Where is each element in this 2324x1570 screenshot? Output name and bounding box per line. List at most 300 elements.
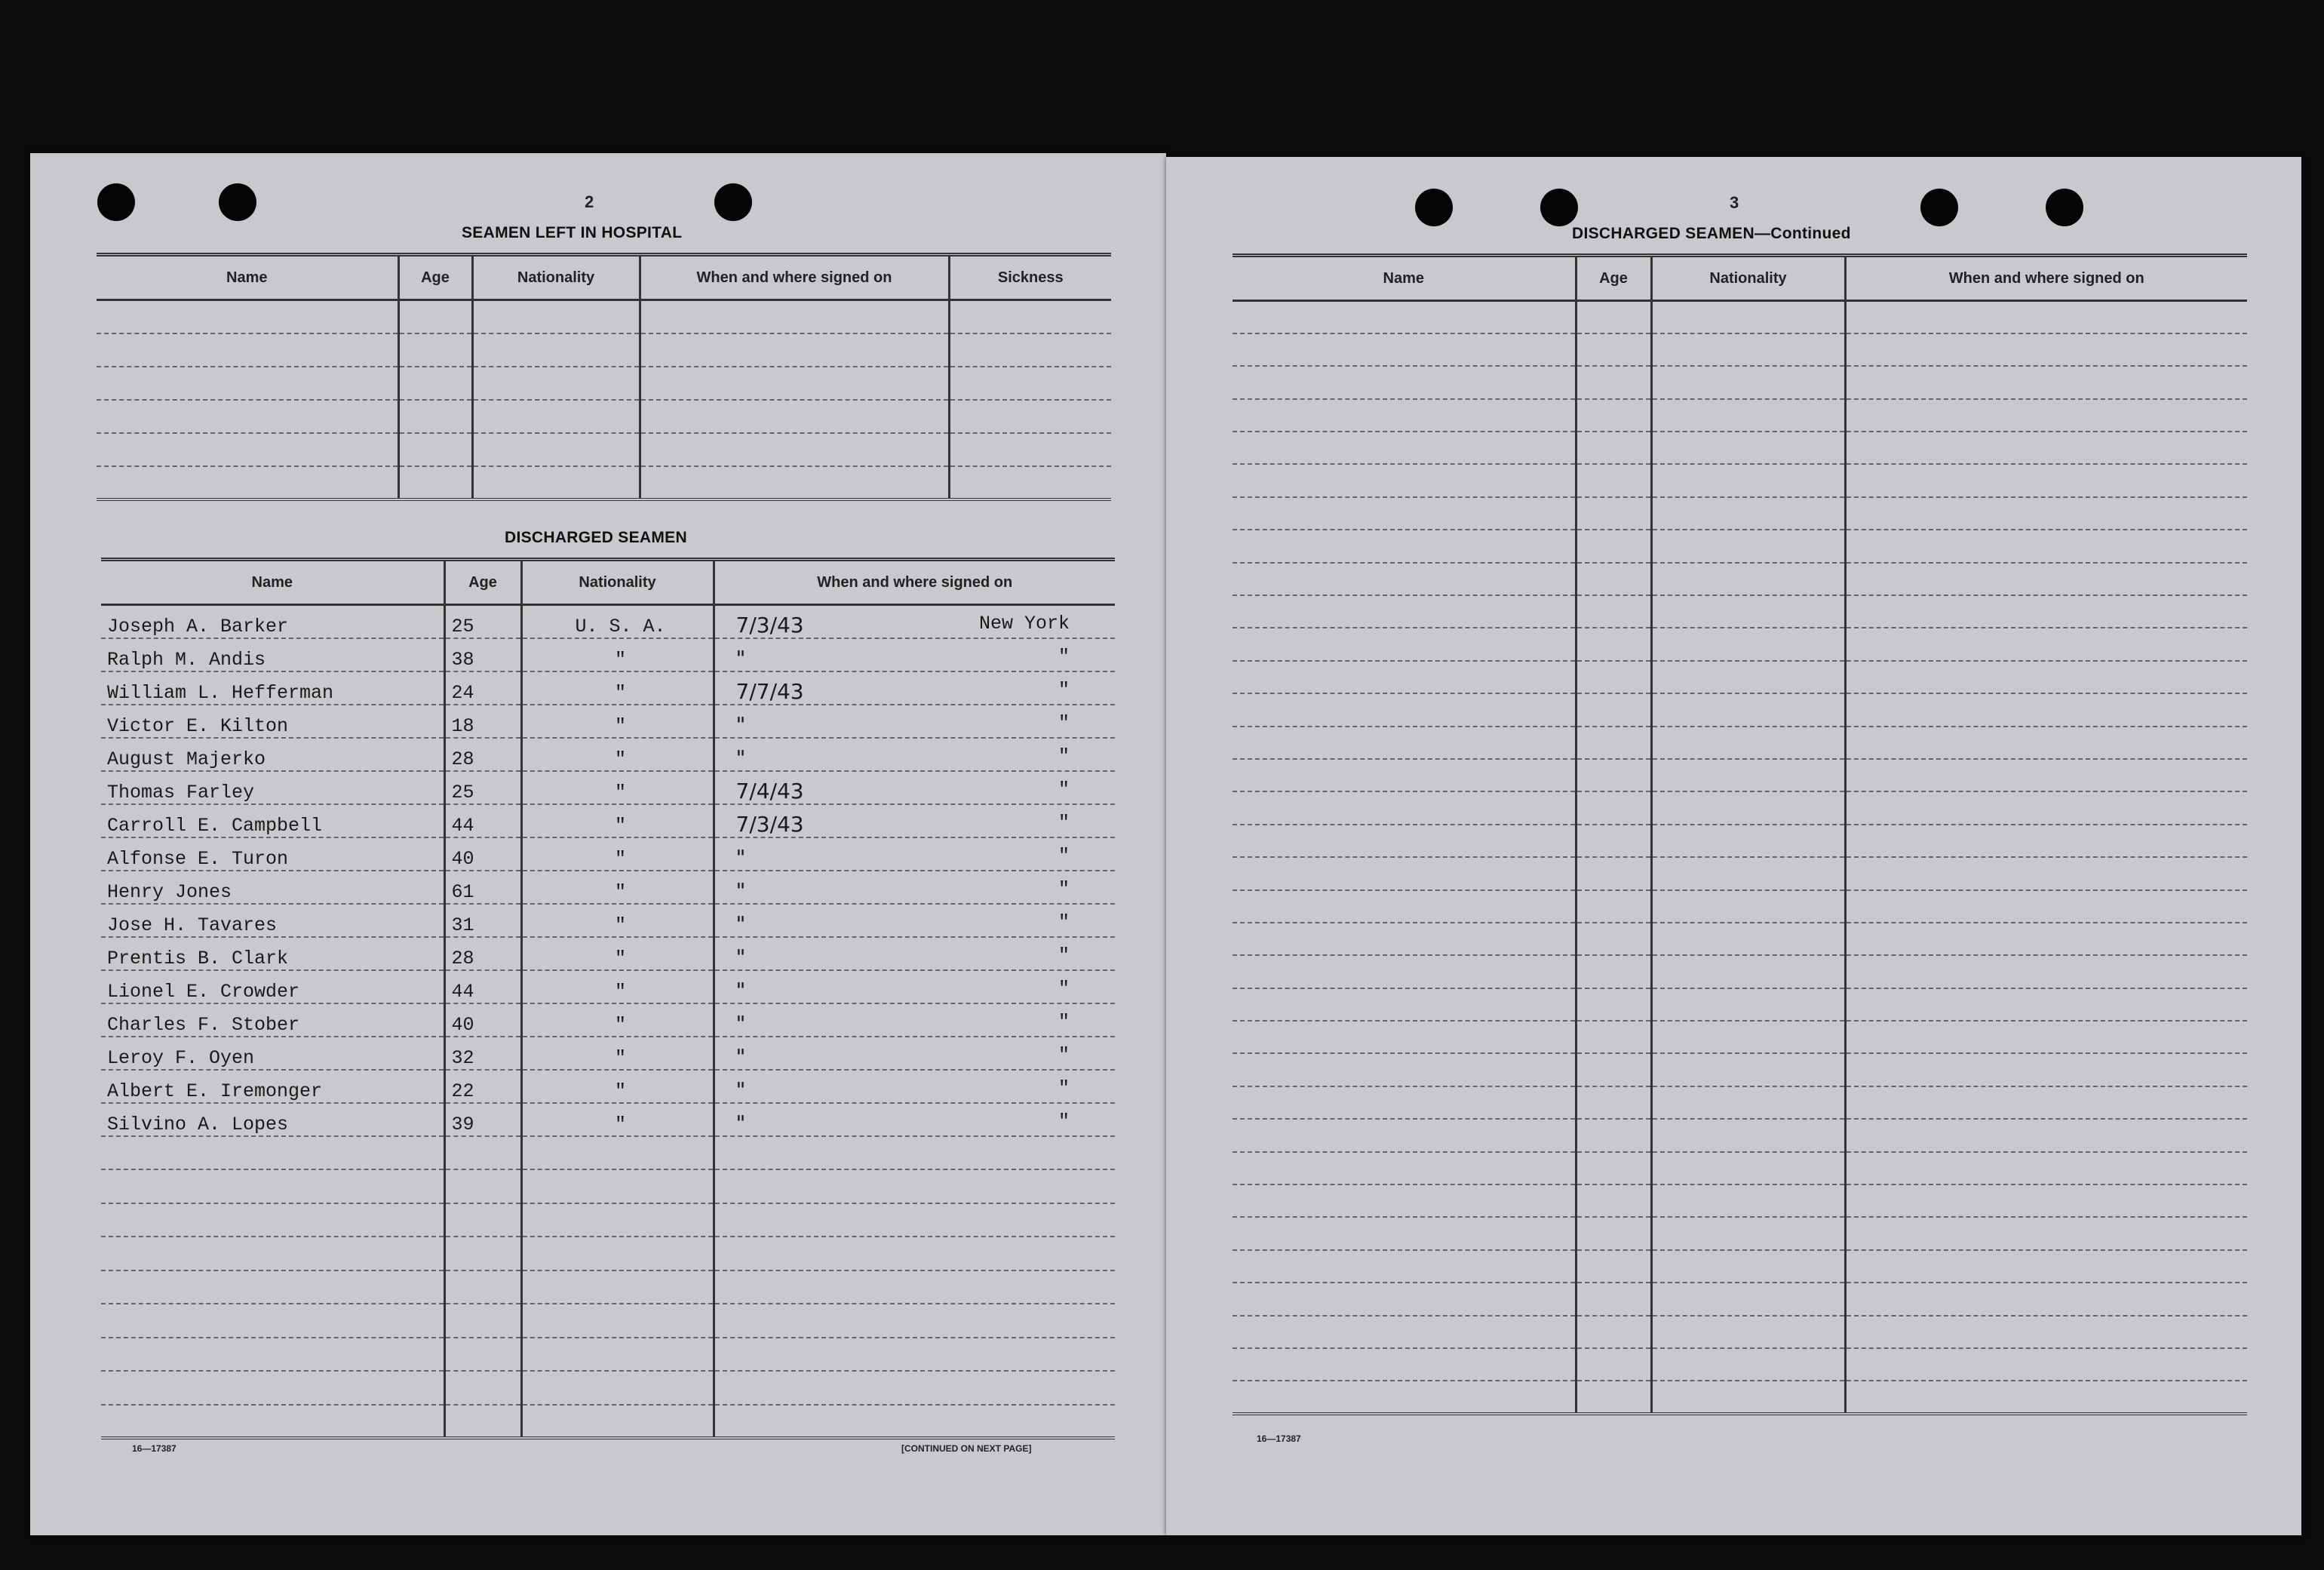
table-cell (1845, 857, 2247, 889)
table-cell (1576, 857, 1651, 889)
seaman-row (101, 1103, 1115, 1136)
table-cell (1233, 1086, 1576, 1119)
table-cell (1845, 1381, 2247, 1413)
table-cell (1651, 1381, 1845, 1413)
table-cell (1651, 661, 1845, 693)
seaman-row (101, 771, 1115, 804)
table-cell (101, 1270, 444, 1304)
seaman-nationality: " (521, 804, 714, 837)
discharged-continued-table (1233, 253, 2247, 1415)
table-row (101, 1405, 1115, 1439)
signed-on-cell (714, 871, 1115, 904)
seaman-age: 44 (444, 970, 521, 1003)
form-number: 16—17387 (132, 1443, 177, 1454)
signed-on-place: " (1058, 977, 1070, 1000)
seaman-age: 22 (444, 1070, 521, 1103)
table-row (1233, 1152, 2247, 1184)
signed-on-cell (714, 738, 1115, 771)
table-row (1233, 301, 2247, 333)
table-row (1233, 1053, 2247, 1086)
table-cell (101, 1203, 444, 1237)
table-cell (444, 1371, 521, 1405)
signed-on-cell (714, 605, 1115, 638)
table-cell (1651, 1316, 1845, 1348)
table-cell (1576, 759, 1651, 791)
seaman-nationality: " (521, 1103, 714, 1136)
table-row (97, 333, 1111, 367)
seaman-name: Silvino A. Lopes (101, 1103, 444, 1136)
table-cell (1233, 1316, 1576, 1348)
table-cell (1576, 432, 1651, 464)
table-cell (1233, 727, 1576, 759)
title-text: DISCHARGED SEAMEN (1572, 225, 1755, 242)
table-cell (1651, 825, 1845, 857)
column-header-signed-on: When and where signed on (714, 560, 1115, 605)
table-cell (1651, 563, 1845, 595)
table-cell (101, 1169, 444, 1203)
table-cell (472, 466, 640, 499)
seaman-nationality: " (521, 837, 714, 871)
seaman-age: 28 (444, 738, 521, 771)
table-cell (1651, 497, 1845, 530)
hospital-section-title: SEAMEN LEFT IN HOSPITAL (462, 224, 683, 241)
table-cell (714, 1338, 1115, 1372)
table-cell (714, 1203, 1115, 1237)
table-cell (1845, 1217, 2247, 1249)
seaman-row (101, 705, 1115, 738)
table-cell (521, 1371, 714, 1405)
table-cell (1651, 727, 1845, 759)
seaman-name: Charles F. Stober (101, 1003, 444, 1037)
table-row (1233, 1316, 2247, 1348)
table-cell (1233, 759, 1576, 791)
table-cell (1651, 1152, 1845, 1184)
seaman-name: William L. Hefferman (101, 671, 444, 705)
table-cell (1651, 1283, 1845, 1315)
table-cell (949, 333, 1111, 367)
table-cell (1233, 595, 1576, 628)
table-cell (1651, 333, 1845, 366)
continued-table-header (1233, 256, 2247, 301)
table-cell (1845, 1021, 2247, 1053)
table-row (97, 367, 1111, 400)
seaman-row (101, 937, 1115, 970)
discharged-section-title: DISCHARGED SEAMEN (505, 529, 687, 546)
table-cell (1576, 1217, 1651, 1249)
table-cell (1233, 366, 1576, 398)
seaman-age: 32 (444, 1037, 521, 1070)
table-cell (1651, 955, 1845, 988)
table-row (1233, 1348, 2247, 1381)
signed-on-place: " (1058, 645, 1070, 668)
table-cell (1845, 727, 2247, 759)
table-cell (1576, 693, 1651, 726)
signed-on-cell (714, 671, 1115, 705)
table-cell (1845, 759, 2247, 791)
table-cell (1845, 628, 2247, 660)
table-cell (1576, 628, 1651, 660)
table-cell (1845, 432, 2247, 464)
table-cell (1233, 1119, 1576, 1151)
table-cell (1651, 988, 1845, 1021)
table-row (1233, 825, 2247, 857)
signed-on-place: " (1058, 877, 1070, 900)
seaman-row (101, 1037, 1115, 1070)
table-cell (1651, 890, 1845, 923)
table-cell (1845, 693, 2247, 726)
column-header-sickness: Sickness (949, 255, 1111, 300)
table-cell (714, 1371, 1115, 1405)
table-cell (1651, 1021, 1845, 1053)
table-row (97, 466, 1111, 499)
seaman-nationality: U. S. A. (521, 605, 714, 638)
seaman-nationality: " (521, 638, 714, 671)
table-cell (97, 333, 398, 367)
table-row (1233, 1381, 2247, 1413)
column-header-nationality: Nationality (1651, 256, 1845, 301)
table-cell (1233, 628, 1576, 660)
table-cell (1845, 955, 2247, 988)
table-cell (521, 1136, 714, 1170)
table-cell (949, 466, 1111, 499)
table-cell (398, 466, 472, 499)
table-cell (1576, 791, 1651, 824)
table-cell (521, 1237, 714, 1270)
table-row (1233, 693, 2247, 726)
table-cell (1576, 1348, 1651, 1381)
left-page (30, 153, 1166, 1535)
signed-on-date: 7/7/43 (735, 678, 804, 704)
table-row (1233, 857, 2247, 889)
table-cell (1233, 988, 1576, 1021)
table-cell (640, 367, 949, 400)
table-cell (949, 433, 1111, 466)
table-cell (1845, 399, 2247, 432)
table-cell (1845, 1283, 2247, 1315)
column-header-name: Name (101, 560, 444, 605)
signed-on-split (721, 712, 1116, 737)
signed-on-place: " (1058, 811, 1070, 834)
table-cell (1651, 1119, 1845, 1151)
seaman-row (101, 904, 1115, 937)
table-cell (1233, 464, 1576, 496)
table-cell (398, 300, 472, 333)
table-cell (1233, 563, 1576, 595)
table-cell (444, 1136, 521, 1170)
table-cell (1576, 366, 1651, 398)
seaman-age: 40 (444, 1003, 521, 1037)
signed-on-date: " (735, 911, 746, 936)
table-cell (398, 433, 472, 466)
table-cell (101, 1237, 444, 1270)
hospital-table-header (97, 255, 1111, 300)
table-cell (1233, 1348, 1576, 1381)
seaman-nationality: " (521, 738, 714, 771)
column-header-nationality: Nationality (472, 255, 640, 300)
table-cell (1576, 1086, 1651, 1119)
seaman-name: August Majerko (101, 738, 444, 771)
continued-note: [CONTINUED ON NEXT PAGE] (901, 1443, 1032, 1454)
signed-on-place: " (1058, 1077, 1070, 1099)
table-cell (1233, 1053, 1576, 1086)
table-row (1233, 890, 2247, 923)
table-cell (1576, 1316, 1651, 1348)
table-cell (1845, 464, 2247, 496)
table-cell (1845, 923, 2247, 955)
table-cell (1576, 1250, 1651, 1283)
column-header-age: Age (444, 560, 521, 605)
table-cell (521, 1405, 714, 1439)
table-cell (1651, 432, 1845, 464)
table-cell (1651, 923, 1845, 955)
table-row (1233, 791, 2247, 824)
column-header-name: Name (1233, 256, 1576, 301)
seaman-name: Victor E. Kilton (101, 705, 444, 738)
table-cell (521, 1338, 714, 1372)
table-cell (444, 1203, 521, 1237)
seaman-nationality: " (521, 771, 714, 804)
punch-hole (97, 183, 135, 221)
seaman-nationality: " (521, 671, 714, 705)
table-cell (1651, 301, 1845, 333)
signed-on-date: " (735, 977, 746, 1003)
table-cell (1576, 301, 1651, 333)
seaman-age: 38 (444, 638, 521, 671)
table-cell (1651, 530, 1845, 562)
punch-hole (1415, 189, 1453, 226)
signed-on-split (721, 978, 1116, 1003)
table-cell (1576, 825, 1651, 857)
seaman-age: 61 (444, 871, 521, 904)
punch-hole (1540, 189, 1578, 226)
table-row (1233, 464, 2247, 496)
table-row (1233, 1086, 2247, 1119)
table-cell (640, 300, 949, 333)
column-header-signed-on: When and where signed on (640, 255, 949, 300)
table-cell (1576, 1381, 1651, 1413)
table-cell (1576, 1283, 1651, 1315)
table-cell (1845, 497, 2247, 530)
table-cell (1845, 366, 2247, 398)
seaman-row (101, 738, 1115, 771)
table-cell (949, 400, 1111, 433)
signed-on-cell (714, 638, 1115, 671)
table-cell (97, 400, 398, 433)
seaman-name: Ralph M. Andis (101, 638, 444, 671)
table-row (101, 1169, 1115, 1203)
table-row (1233, 399, 2247, 432)
table-cell (1651, 791, 1845, 824)
signed-on-place: " (1058, 911, 1070, 933)
seaman-name: Albert E. Iremonger (101, 1070, 444, 1103)
table-cell (1233, 1381, 1576, 1413)
table-cell (1845, 1348, 2247, 1381)
seaman-nationality: " (521, 1037, 714, 1070)
table-cell (1651, 366, 1845, 398)
table-cell (1233, 301, 1576, 333)
signed-on-place: " (1058, 745, 1070, 767)
right-page (1166, 157, 2301, 1535)
table-cell (1233, 890, 1576, 923)
table-cell (101, 1405, 444, 1439)
table-row (1233, 1119, 2247, 1151)
table-cell (640, 333, 949, 367)
table-row (1233, 1021, 2247, 1053)
table-row (1233, 1283, 2247, 1315)
table-cell (1233, 497, 1576, 530)
signed-on-date: " (735, 1110, 746, 1135)
signed-on-cell (714, 970, 1115, 1003)
table-cell (1576, 727, 1651, 759)
signed-on-split (721, 812, 1116, 837)
table-cell (398, 333, 472, 367)
table-row (1233, 497, 2247, 530)
seaman-nationality: " (521, 1070, 714, 1103)
signed-on-date: " (735, 844, 746, 870)
table-cell (1651, 595, 1845, 628)
table-row (1233, 1184, 2247, 1217)
seaman-age: 39 (444, 1103, 521, 1136)
table-cell (1576, 955, 1651, 988)
table-cell (1576, 1184, 1651, 1217)
table-row (101, 1237, 1115, 1270)
seaman-row (101, 970, 1115, 1003)
signed-on-split (721, 1077, 1116, 1102)
table-cell (1233, 923, 1576, 955)
seaman-row (101, 671, 1115, 705)
signed-on-cell (714, 837, 1115, 871)
table-cell (1651, 1053, 1845, 1086)
signed-on-split (721, 679, 1116, 704)
table-row (101, 1136, 1115, 1170)
signed-on-place: " (1058, 944, 1070, 966)
table-cell (1576, 1119, 1651, 1151)
table-cell (714, 1237, 1115, 1270)
table-cell (444, 1338, 521, 1372)
table-row (1233, 923, 2247, 955)
table-cell (949, 300, 1111, 333)
seaman-name: Jose H. Tavares (101, 904, 444, 937)
table-row (97, 400, 1111, 433)
table-cell (1845, 301, 2247, 333)
signed-on-cell (714, 1003, 1115, 1037)
title-continued: —Continued (1754, 225, 1851, 242)
table-cell (398, 367, 472, 400)
table-cell (1576, 563, 1651, 595)
table-cell (1845, 890, 2247, 923)
seaman-row (101, 605, 1115, 638)
discharged-continued-title (1572, 225, 1851, 243)
seaman-age: 40 (444, 837, 521, 871)
table-cell (521, 1270, 714, 1304)
table-cell (1651, 1217, 1845, 1249)
column-header-nationality: Nationality (521, 560, 714, 605)
signed-on-place: " (1058, 778, 1070, 800)
table-cell (472, 333, 640, 367)
table-cell (1233, 1250, 1576, 1283)
signed-on-date: " (735, 645, 746, 671)
table-cell (1233, 1283, 1576, 1315)
signed-on-split (721, 1044, 1116, 1069)
seaman-age: 31 (444, 904, 521, 937)
table-cell (1845, 1152, 2247, 1184)
table-cell (97, 367, 398, 400)
signed-on-split (721, 1011, 1116, 1036)
table-row (101, 1371, 1115, 1405)
table-cell (1576, 595, 1651, 628)
table-cell (1651, 693, 1845, 726)
table-cell (1651, 1086, 1845, 1119)
signed-on-date: 7/4/43 (735, 778, 804, 803)
table-row (101, 1270, 1115, 1304)
table-cell (1233, 399, 1576, 432)
table-cell (1233, 693, 1576, 726)
seaman-row (101, 804, 1115, 837)
table-row (101, 1338, 1115, 1372)
table-cell (472, 433, 640, 466)
table-cell (521, 1203, 714, 1237)
table-cell (714, 1169, 1115, 1203)
table-cell (1845, 1119, 2247, 1151)
hospital-table (97, 253, 1111, 501)
table-cell (97, 433, 398, 466)
table-cell (714, 1405, 1115, 1439)
signed-on-date: " (735, 944, 746, 969)
signed-on-cell (714, 804, 1115, 837)
seaman-nationality: " (521, 970, 714, 1003)
signed-on-place: New York (978, 612, 1070, 634)
signed-on-date: " (735, 1010, 746, 1036)
seaman-name: Prentis B. Clark (101, 937, 444, 970)
seaman-row (101, 1003, 1115, 1037)
signed-on-cell (714, 904, 1115, 937)
signed-on-date: " (735, 1077, 746, 1102)
seaman-name: Leroy F. Oyen (101, 1037, 444, 1070)
signed-on-place: " (1058, 1043, 1070, 1066)
seaman-name: Carroll E. Campbell (101, 804, 444, 837)
seaman-age: 25 (444, 771, 521, 804)
signed-on-split (721, 613, 1116, 638)
table-cell (1233, 1021, 1576, 1053)
signed-on-split (721, 911, 1116, 936)
table-row (101, 1304, 1115, 1338)
table-cell (640, 400, 949, 433)
page-number: 2 (585, 192, 594, 211)
table-cell (444, 1405, 521, 1439)
table-cell (1576, 497, 1651, 530)
table-row (1233, 563, 2247, 595)
table-cell (640, 466, 949, 499)
table-cell (714, 1136, 1115, 1170)
table-cell (1845, 1184, 2247, 1217)
table-cell (472, 300, 640, 333)
table-cell (1845, 791, 2247, 824)
table-row (1233, 988, 2247, 1021)
table-cell (1576, 1053, 1651, 1086)
table-cell (1845, 825, 2247, 857)
signed-on-split (721, 1111, 1116, 1135)
table-cell (1576, 399, 1651, 432)
signed-on-cell (714, 937, 1115, 970)
table-cell (472, 367, 640, 400)
table-cell (1233, 1217, 1576, 1249)
signed-on-place: " (1058, 678, 1070, 701)
signed-on-cell (714, 1103, 1115, 1136)
signed-on-date: " (735, 711, 746, 737)
table-row (1233, 366, 2247, 398)
table-row (1233, 1217, 2247, 1249)
table-cell (1845, 333, 2247, 366)
